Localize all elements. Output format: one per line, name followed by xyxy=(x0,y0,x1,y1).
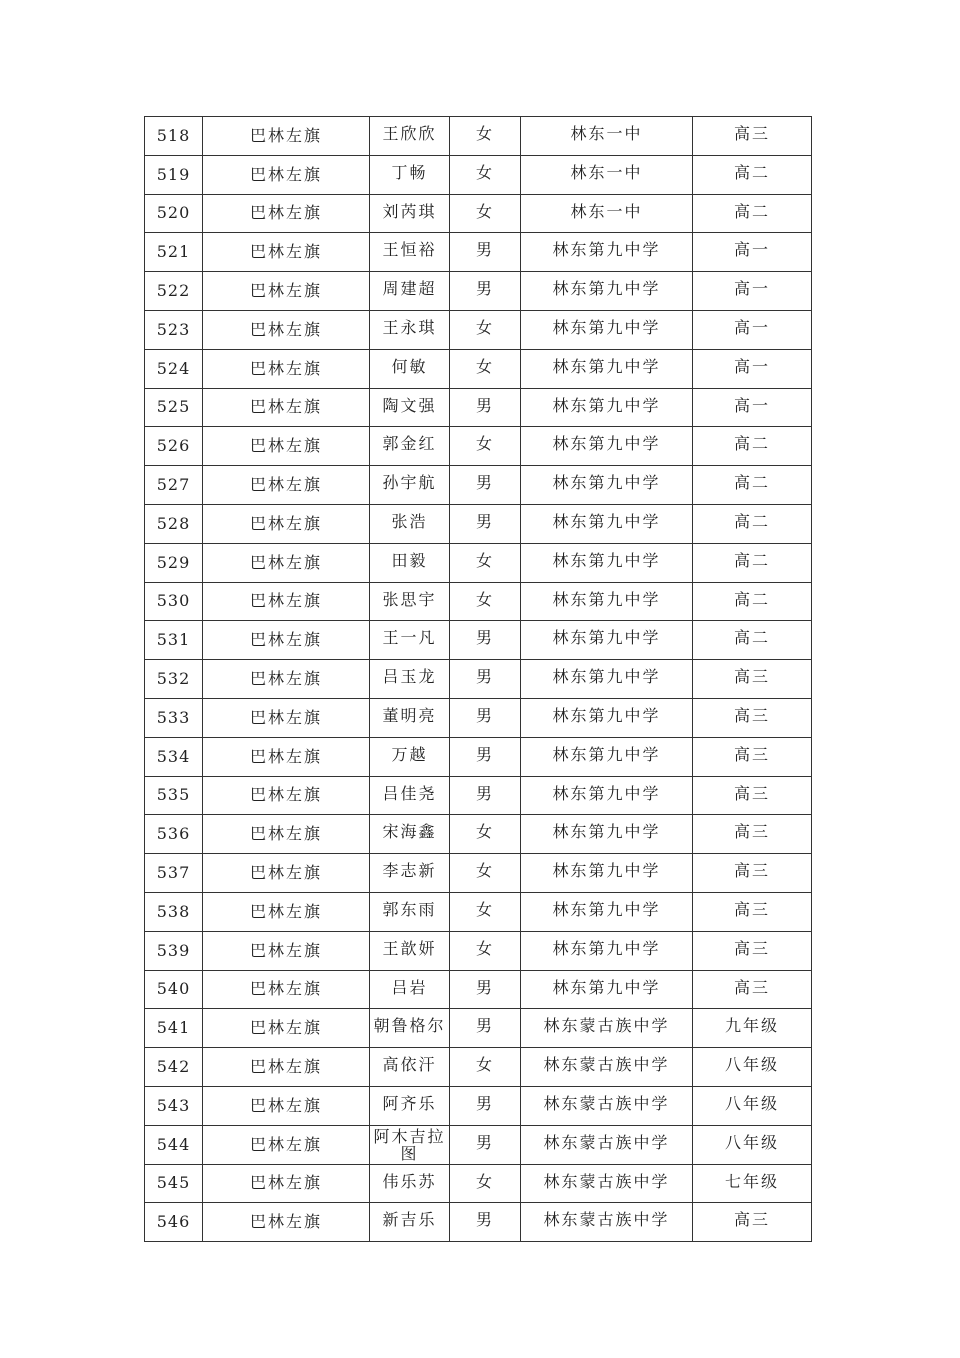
region-cell: 巴林左旗 xyxy=(203,466,370,505)
region-cell: 巴林左旗 xyxy=(203,194,370,233)
grade-cell: 高一 xyxy=(693,233,812,272)
grade-cell: 高三 xyxy=(693,660,812,699)
table-row xyxy=(145,388,812,427)
table-row xyxy=(145,272,812,311)
gender-cell: 男 xyxy=(450,776,521,815)
table-row xyxy=(145,194,812,233)
gender-cell: 男 xyxy=(450,504,521,543)
row-number-cell: 540 xyxy=(145,970,203,1009)
school-cell: 林东第九中学 xyxy=(521,621,693,660)
row-number-cell: 546 xyxy=(145,1203,203,1242)
student-name-cell: 高依汗 xyxy=(370,1048,450,1087)
table-row xyxy=(145,892,812,931)
school-cell: 林东第九中学 xyxy=(521,504,693,543)
table-row xyxy=(145,698,812,737)
region-cell: 巴林左旗 xyxy=(203,543,370,582)
student-name-cell: 孙宇航 xyxy=(370,466,450,505)
row-number-cell: 539 xyxy=(145,931,203,970)
row-number-cell: 533 xyxy=(145,698,203,737)
school-cell: 林东蒙古族中学 xyxy=(521,1048,693,1087)
table-row xyxy=(145,427,812,466)
region-cell: 巴林左旗 xyxy=(203,310,370,349)
region-cell: 巴林左旗 xyxy=(203,815,370,854)
gender-cell: 男 xyxy=(450,466,521,505)
school-cell: 林东蒙古族中学 xyxy=(521,1164,693,1203)
region-cell: 巴林左旗 xyxy=(203,931,370,970)
region-cell: 巴林左旗 xyxy=(203,737,370,776)
grade-cell: 高三 xyxy=(693,776,812,815)
table-row xyxy=(145,621,812,660)
gender-cell: 女 xyxy=(450,349,521,388)
gender-cell: 男 xyxy=(450,233,521,272)
gender-cell: 男 xyxy=(450,388,521,427)
school-cell: 林东第九中学 xyxy=(521,698,693,737)
student-name-cell: 朝鲁格尔 xyxy=(370,1009,450,1048)
region-cell: 巴林左旗 xyxy=(203,660,370,699)
region-cell: 巴林左旗 xyxy=(203,349,370,388)
table-row xyxy=(145,1203,812,1242)
row-number-cell: 541 xyxy=(145,1009,203,1048)
region-cell: 巴林左旗 xyxy=(203,1009,370,1048)
grade-cell: 高三 xyxy=(693,1203,812,1242)
region-cell: 巴林左旗 xyxy=(203,892,370,931)
student-name-cell: 吕岩 xyxy=(370,970,450,1009)
school-cell: 林东第九中学 xyxy=(521,310,693,349)
row-number-cell: 523 xyxy=(145,310,203,349)
grade-cell: 高二 xyxy=(693,194,812,233)
gender-cell: 男 xyxy=(450,660,521,699)
school-cell: 林东第九中学 xyxy=(521,931,693,970)
table-row xyxy=(145,1009,812,1048)
table-row xyxy=(145,854,812,893)
student-name-cell: 张思宇 xyxy=(370,582,450,621)
grade-cell: 高二 xyxy=(693,543,812,582)
student-name-cell: 郭东雨 xyxy=(370,892,450,931)
row-number-cell: 535 xyxy=(145,776,203,815)
student-name-cell: 陶文强 xyxy=(370,388,450,427)
table-row xyxy=(145,310,812,349)
grade-cell: 高二 xyxy=(693,155,812,194)
grade-cell: 七年级 xyxy=(693,1164,812,1203)
student-roster-table xyxy=(144,116,812,1242)
region-cell: 巴林左旗 xyxy=(203,1048,370,1087)
gender-cell: 男 xyxy=(450,698,521,737)
student-name-cell: 宋海鑫 xyxy=(370,815,450,854)
student-name-cell: 周建超 xyxy=(370,272,450,311)
table-row xyxy=(145,117,812,156)
gender-cell: 女 xyxy=(450,543,521,582)
grade-cell: 高三 xyxy=(693,892,812,931)
school-cell: 林东第九中学 xyxy=(521,427,693,466)
row-number-cell: 519 xyxy=(145,155,203,194)
row-number-cell: 537 xyxy=(145,854,203,893)
row-number-cell: 521 xyxy=(145,233,203,272)
grade-cell: 高三 xyxy=(693,117,812,156)
gender-cell: 男 xyxy=(450,621,521,660)
school-cell: 林东第九中学 xyxy=(521,854,693,893)
region-cell: 巴林左旗 xyxy=(203,1203,370,1242)
table-row xyxy=(145,504,812,543)
grade-cell: 八年级 xyxy=(693,1048,812,1087)
school-cell: 林东第九中学 xyxy=(521,543,693,582)
grade-cell: 九年级 xyxy=(693,1009,812,1048)
grade-cell: 高一 xyxy=(693,388,812,427)
grade-cell: 高二 xyxy=(693,427,812,466)
grade-cell: 高一 xyxy=(693,349,812,388)
row-number-cell: 529 xyxy=(145,543,203,582)
row-number-cell: 542 xyxy=(145,1048,203,1087)
school-cell: 林东蒙古族中学 xyxy=(521,1203,693,1242)
student-name-cell: 阿齐乐 xyxy=(370,1086,450,1125)
grade-cell: 高三 xyxy=(693,737,812,776)
student-name-cell: 新吉乐 xyxy=(370,1203,450,1242)
school-cell: 林东第九中学 xyxy=(521,660,693,699)
student-name-cell: 董明亮 xyxy=(370,698,450,737)
region-cell: 巴林左旗 xyxy=(203,155,370,194)
grade-cell: 高三 xyxy=(693,854,812,893)
gender-cell: 女 xyxy=(450,310,521,349)
table-row xyxy=(145,466,812,505)
row-number-cell: 532 xyxy=(145,660,203,699)
school-cell: 林东蒙古族中学 xyxy=(521,1086,693,1125)
region-cell: 巴林左旗 xyxy=(203,388,370,427)
student-name-cell: 何敏 xyxy=(370,349,450,388)
gender-cell: 男 xyxy=(450,272,521,311)
gender-cell: 女 xyxy=(450,931,521,970)
table-row xyxy=(145,1048,812,1087)
school-cell: 林东第九中学 xyxy=(521,349,693,388)
region-cell: 巴林左旗 xyxy=(203,1125,370,1164)
school-cell: 林东第九中学 xyxy=(521,466,693,505)
row-number-cell: 525 xyxy=(145,388,203,427)
table-row xyxy=(145,970,812,1009)
grade-cell: 高三 xyxy=(693,970,812,1009)
gender-cell: 男 xyxy=(450,1125,521,1164)
gender-cell: 女 xyxy=(450,854,521,893)
school-cell: 林东一中 xyxy=(521,194,693,233)
school-cell: 林东第九中学 xyxy=(521,776,693,815)
grade-cell: 高二 xyxy=(693,504,812,543)
student-name-cell: 王永琪 xyxy=(370,310,450,349)
student-name-cell: 田毅 xyxy=(370,543,450,582)
gender-cell: 女 xyxy=(450,1164,521,1203)
grade-cell: 高二 xyxy=(693,466,812,505)
region-cell: 巴林左旗 xyxy=(203,272,370,311)
region-cell: 巴林左旗 xyxy=(203,621,370,660)
grade-cell: 八年级 xyxy=(693,1086,812,1125)
row-number-cell: 545 xyxy=(145,1164,203,1203)
region-cell: 巴林左旗 xyxy=(203,504,370,543)
grade-cell: 高三 xyxy=(693,931,812,970)
table-row xyxy=(145,931,812,970)
table-row xyxy=(145,737,812,776)
region-cell: 巴林左旗 xyxy=(203,854,370,893)
gender-cell: 女 xyxy=(450,194,521,233)
grade-cell: 八年级 xyxy=(693,1125,812,1164)
gender-cell: 女 xyxy=(450,815,521,854)
school-cell: 林东第九中学 xyxy=(521,970,693,1009)
table-row xyxy=(145,660,812,699)
row-number-cell: 536 xyxy=(145,815,203,854)
region-cell: 巴林左旗 xyxy=(203,233,370,272)
student-name-cell: 吕玉龙 xyxy=(370,660,450,699)
table-row xyxy=(145,1164,812,1203)
row-number-cell: 531 xyxy=(145,621,203,660)
row-number-cell: 522 xyxy=(145,272,203,311)
table-row xyxy=(145,582,812,621)
region-cell: 巴林左旗 xyxy=(203,1164,370,1203)
school-cell: 林东第九中学 xyxy=(521,892,693,931)
row-number-cell: 534 xyxy=(145,737,203,776)
table-body xyxy=(145,117,812,1242)
table-row xyxy=(145,815,812,854)
row-number-cell: 538 xyxy=(145,892,203,931)
grade-cell: 高一 xyxy=(693,310,812,349)
gender-cell: 女 xyxy=(450,892,521,931)
row-number-cell: 543 xyxy=(145,1086,203,1125)
grade-cell: 高三 xyxy=(693,698,812,737)
school-cell: 林东第九中学 xyxy=(521,388,693,427)
student-name-cell: 张浩 xyxy=(370,504,450,543)
student-name-cell: 丁畅 xyxy=(370,155,450,194)
region-cell: 巴林左旗 xyxy=(203,117,370,156)
student-name-cell: 王一凡 xyxy=(370,621,450,660)
school-cell: 林东第九中学 xyxy=(521,272,693,311)
region-cell: 巴林左旗 xyxy=(203,776,370,815)
student-name-cell: 刘芮琪 xyxy=(370,194,450,233)
student-name-cell: 吕佳尧 xyxy=(370,776,450,815)
row-number-cell: 520 xyxy=(145,194,203,233)
row-number-cell: 526 xyxy=(145,427,203,466)
gender-cell: 男 xyxy=(450,1009,521,1048)
table-row xyxy=(145,1125,812,1164)
region-cell: 巴林左旗 xyxy=(203,427,370,466)
region-cell: 巴林左旗 xyxy=(203,698,370,737)
gender-cell: 女 xyxy=(450,582,521,621)
table-row xyxy=(145,776,812,815)
student-name-cell: 王歆妍 xyxy=(370,931,450,970)
student-name-cell: 王恒裕 xyxy=(370,233,450,272)
row-number-cell: 524 xyxy=(145,349,203,388)
gender-cell: 男 xyxy=(450,1203,521,1242)
table-row xyxy=(145,155,812,194)
grade-cell: 高一 xyxy=(693,272,812,311)
gender-cell: 男 xyxy=(450,970,521,1009)
school-cell: 林东蒙古族中学 xyxy=(521,1009,693,1048)
region-cell: 巴林左旗 xyxy=(203,1086,370,1125)
school-cell: 林东一中 xyxy=(521,155,693,194)
gender-cell: 男 xyxy=(450,737,521,776)
student-name-cell: 李志新 xyxy=(370,854,450,893)
row-number-cell: 544 xyxy=(145,1125,203,1164)
row-number-cell: 518 xyxy=(145,117,203,156)
grade-cell: 高二 xyxy=(693,621,812,660)
student-name-cell: 郭金红 xyxy=(370,427,450,466)
gender-cell: 女 xyxy=(450,117,521,156)
table-row xyxy=(145,1086,812,1125)
school-cell: 林东第九中学 xyxy=(521,737,693,776)
region-cell: 巴林左旗 xyxy=(203,582,370,621)
school-cell: 林东第九中学 xyxy=(521,582,693,621)
row-number-cell: 528 xyxy=(145,504,203,543)
gender-cell: 女 xyxy=(450,1048,521,1087)
student-name-cell: 万越 xyxy=(370,737,450,776)
school-cell: 林东第九中学 xyxy=(521,815,693,854)
student-name-cell: 伟乐苏 xyxy=(370,1164,450,1203)
gender-cell: 男 xyxy=(450,1086,521,1125)
student-name-cell: 王欣欣 xyxy=(370,117,450,156)
gender-cell: 女 xyxy=(450,155,521,194)
grade-cell: 高二 xyxy=(693,582,812,621)
grade-cell: 高三 xyxy=(693,815,812,854)
table-row xyxy=(145,349,812,388)
row-number-cell: 527 xyxy=(145,466,203,505)
table-row xyxy=(145,233,812,272)
school-cell: 林东一中 xyxy=(521,117,693,156)
table-row xyxy=(145,543,812,582)
gender-cell: 女 xyxy=(450,427,521,466)
student-name-cell: 阿木吉拉图 xyxy=(370,1125,450,1164)
school-cell: 林东第九中学 xyxy=(521,233,693,272)
school-cell: 林东蒙古族中学 xyxy=(521,1125,693,1164)
region-cell: 巴林左旗 xyxy=(203,970,370,1009)
row-number-cell: 530 xyxy=(145,582,203,621)
